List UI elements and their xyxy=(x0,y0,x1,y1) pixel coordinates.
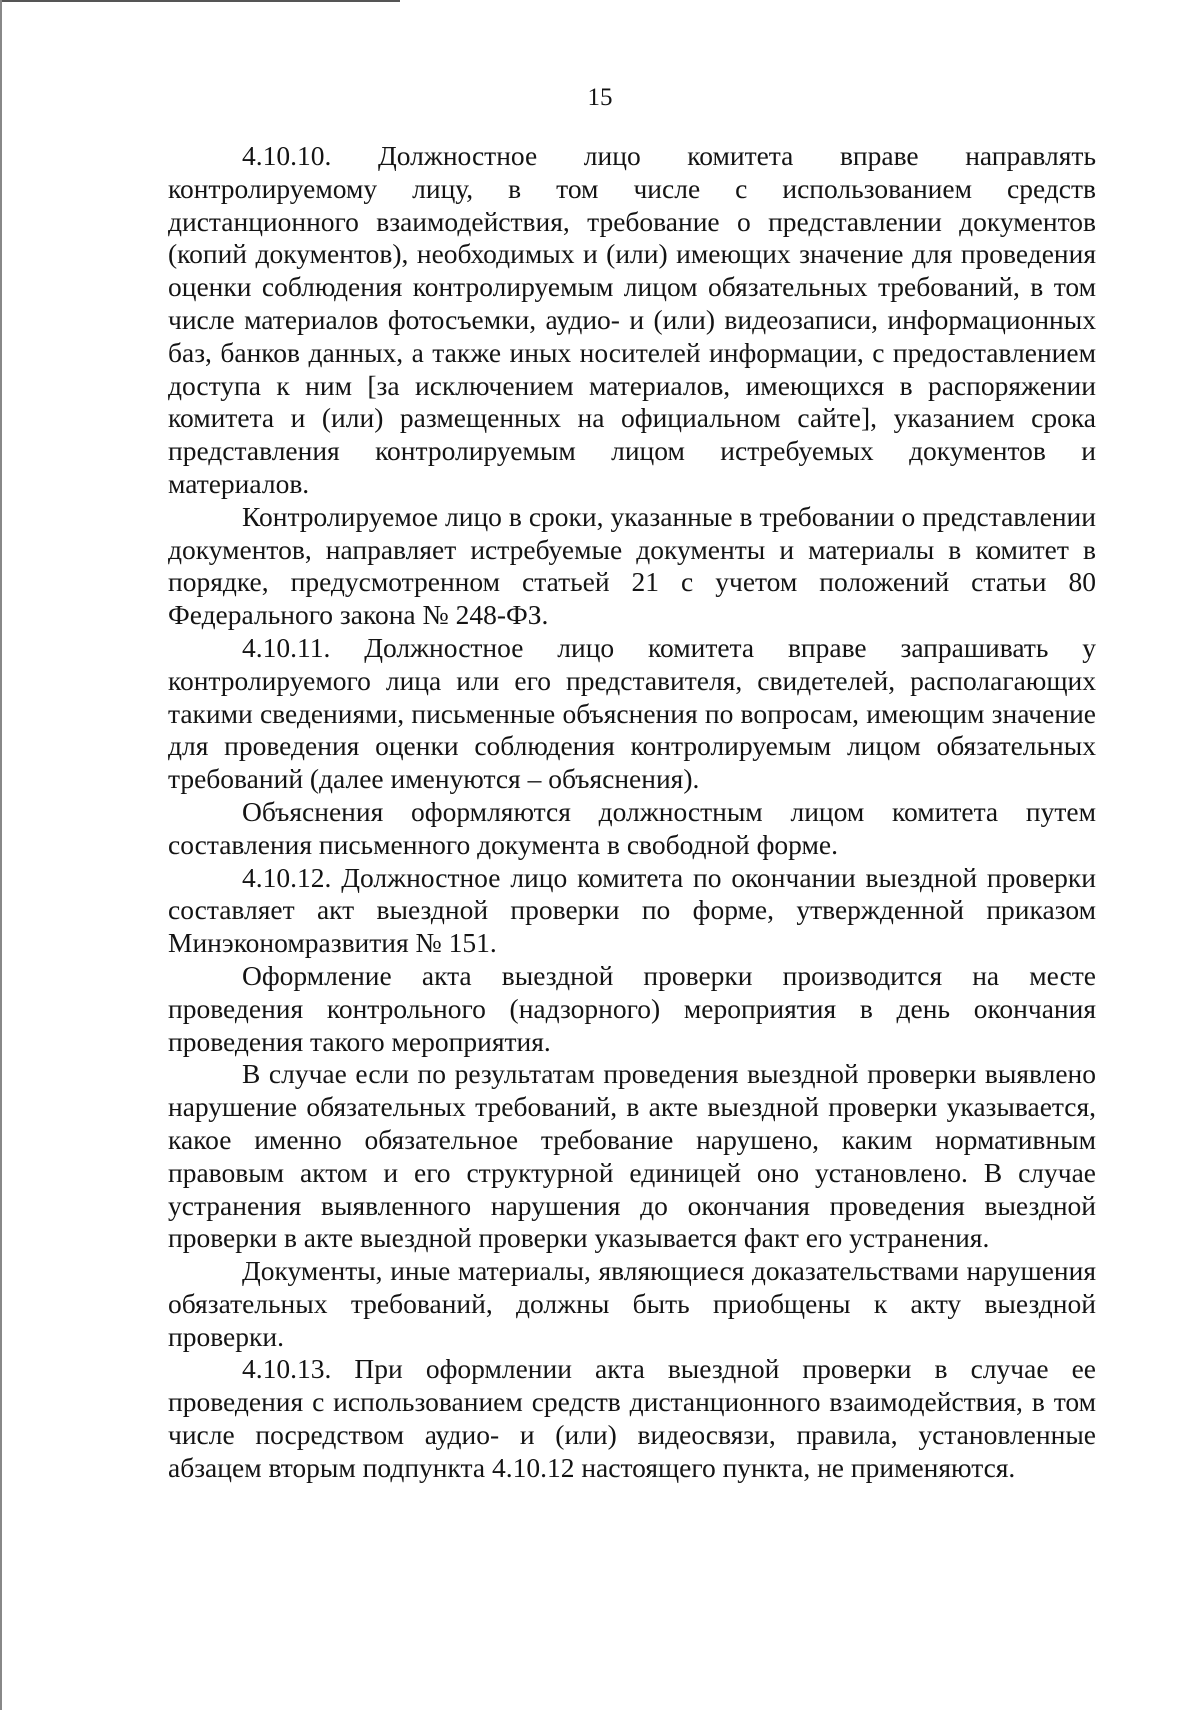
scan-edge-top xyxy=(0,0,400,2)
paragraph-4-10-13: 4.10.13. При оформлении акта выездной проверки в случае ее проведения с использованием средств дистанционного взаимодействия, в том числе посредством аудио- и (или) видеосвязи, правила, установленные абзацем вторым подпункта 4.10.12 настоящего пункта, не применяются. xyxy=(168,1353,1096,1483)
paragraph-violation-found: В случае если по результатам проведения выездной проверки выявлено нарушение обязательных требований, в акте выездной проверки указывается, какое именно обязательное требование нарушено, каким нормативным правовым актом и его структурной единицей оно установлено. В случае устранения выявленного нарушения до окончания проведения выездной проверки в акте выездной проверки указывается факт его устранения. xyxy=(168,1058,1096,1254)
paragraph-4-10-10: 4.10.10. Должностное лицо комитета вправе направлять контролируемому лицу, в том числе с использованием средств дистанционного взаимодействия, требование о представлении документов (копий документов), необходимых и (или) имеющих значение для проведения оценки соблюдения контролируемым лицом обязательных требований, в том числе материалов фотосъемки, аудио- и (или) видеозаписи, информационных баз, банков данных, а также иных носителей информации, с предоставлением доступа к ним [за исключением материалов, имеющихся в распоряжении комитета и (или) размещенных на официальном сайте], указанием срока представления контролируемым лицом истребуемых документов и материалов. xyxy=(168,140,1096,499)
paragraph-4-10-11: 4.10.11. Должностное лицо комитета вправе запрашивать у контролируемого лица или его представителя, свидетелей, располагающих такими сведениями, письменные объяснения по вопросам, имеющим значение для проведения оценки соблюдения контролируемым лицом обязательных требований (далее именуются – объяснения). xyxy=(168,631,1096,795)
paragraph-response-terms: Контролируемое лицо в сроки, указанные в требовании о представлении документов, направляет истребуемые документы и материалы в комитет в порядке, предусмотренном статьей 21 с учетом положений статьи 80 Федерального закона № 248-ФЗ. xyxy=(168,500,1096,631)
document-body xyxy=(168,140,1096,1485)
paragraph-4-10-12: 4.10.12. Должностное лицо комитета по окончании выездной проверки составляет акт выездной проверки по форме, утвержденной приказом Минэкономразвития № 151. xyxy=(168,861,1096,959)
paragraph-explanations: Объяснения оформляются должностным лицом комитета путем составления письменного документа в свободной форме. xyxy=(168,795,1096,860)
paragraph-evidence: Документы, иные материалы, являющиеся доказательствами нарушения обязательных требований, должны быть приобщены к акту выездной проверки. xyxy=(168,1255,1096,1352)
paragraph-act-execution: Оформление акта выездной проверки производится на месте проведения контрольного (надзорного) мероприятия в день окончания проведения такого мероприятия. xyxy=(168,959,1096,1057)
page-number: 15 xyxy=(587,84,613,111)
scan-edge-left xyxy=(0,0,2,1710)
